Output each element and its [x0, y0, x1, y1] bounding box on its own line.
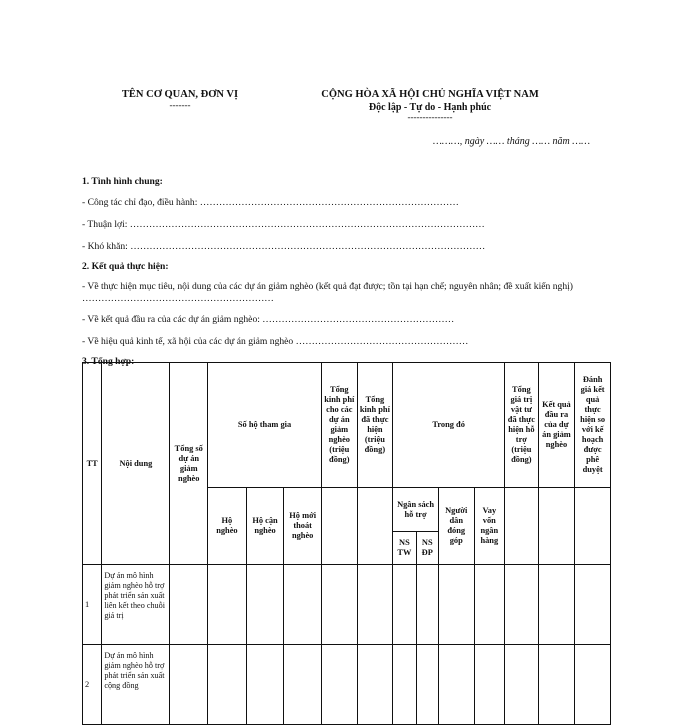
section-1-line-direction: - Công tác chỉ đạo, điều hành: ……………………………………………………………………… [82, 197, 459, 208]
header-blank-spent [357, 488, 393, 565]
table-cell [170, 645, 208, 725]
table-cell [393, 645, 416, 725]
table-cell [575, 565, 611, 645]
table-cell [357, 565, 393, 645]
table-cell [505, 565, 539, 645]
table-row [83, 645, 611, 725]
table-cell [246, 565, 284, 645]
header-total-projects: Tổng số dự án giảm nghèo [170, 363, 208, 565]
section-1-line-advantages: - Thuận lợi: ………………………………………………………………………………………………… [82, 219, 485, 230]
header-near-poor: Hộ cận nghèo [246, 488, 284, 565]
row-number: 2 [83, 645, 102, 725]
table-cell [246, 645, 284, 725]
table-cell [575, 645, 611, 725]
section-2-line-objectives: - Về thực hiện mục tiêu, nội dung của các dự án giảm nghèo (kết quả đạt được; tồn tại hạn chế; nguyên nhân; đề xuất kiến nghị) …………………………………………………… [82, 281, 573, 304]
table-cell [538, 565, 575, 645]
header-ns-dp: NS ĐP [416, 532, 438, 565]
section-2-line-outputs: - Về kết quả đầu ra của các dự án giảm nghèo: …………………………………………………… [82, 314, 455, 325]
header-bank-loan: Vay vốn ngân hàng [474, 488, 505, 565]
date-line: ………, ngày …… tháng …… năm …… [433, 136, 590, 147]
header-poor: Hộ nghèo [208, 488, 247, 565]
header-budget-support: Ngân sách hỗ trợ [393, 488, 439, 532]
section-2-title: 2. Kết quả thực hiện: [82, 261, 169, 272]
motto-divider: --------------- [407, 112, 453, 122]
table-cell [505, 645, 539, 725]
header-total-funding: Tổng kinh phí cho các dự án giảm nghèo (triệu đồng) [322, 363, 358, 488]
row-number: 1 [83, 565, 102, 645]
header-content: Nội dung [102, 363, 170, 565]
national-motto: Độc lập - Tự do - Hạnh phúc [368, 102, 492, 113]
row-content: Dự án mô hình giảm nghèo hỗ trợ phát triển sản xuất liên kết theo chuỗi giá trị [102, 565, 170, 645]
header-evaluation: Đánh giá kết quả thực hiện so với kế hoạch được phê duyệt [575, 363, 611, 488]
summary-table [82, 362, 611, 725]
header-blank-outputs [538, 488, 575, 565]
table-cell [284, 645, 322, 725]
table-cell [416, 645, 438, 725]
table-cell [474, 645, 505, 725]
table-cell [322, 645, 358, 725]
table-cell [416, 565, 438, 645]
section-2-line-efficiency: - Về hiệu quả kinh tế, xã hội của các dự án giảm nghèo ……………………………………………… [82, 336, 469, 347]
header-ns-tw: NS TW [393, 532, 416, 565]
section-3-title: 3. Tổng hợp: [82, 356, 135, 367]
header-households: Số hộ tham gia [208, 363, 322, 488]
table-cell [170, 565, 208, 645]
header-blank-material [505, 488, 539, 565]
row-content: Dự án mô hình giảm nghèo hỗ trợ phát triển sản xuất cộng đồng [102, 645, 170, 725]
header-material-value: Tổng giá trị vật tư đã thực hiện hỗ trợ (triệu đồng) [505, 363, 539, 488]
national-header [300, 89, 560, 122]
header-escaped-poverty: Hộ mới thoát nghèo [284, 488, 322, 565]
country-name: CỘNG HÒA XÃ HỘI CHỦ NGHĨA VIỆT NAM [321, 89, 539, 100]
agency-name: TÊN CƠ QUAN, ĐƠN VỊ [121, 89, 239, 100]
table-cell [284, 565, 322, 645]
report-body [82, 176, 612, 368]
table-cell [208, 645, 247, 725]
header-contribution: Người dân đóng góp [438, 488, 474, 565]
table-cell [474, 565, 505, 645]
table-cell [393, 565, 416, 645]
table-cell [438, 645, 474, 725]
header-blank-eval [575, 488, 611, 565]
table-cell [208, 565, 247, 645]
table-header-row-1 [83, 363, 611, 488]
header-outputs: Kết quả đầu ra của dự án giảm nghèo [538, 363, 575, 488]
table-row [83, 565, 611, 645]
table-cell [538, 645, 575, 725]
header-funding-spent: Tổng kinh phí đã thực hiện (triệu đồng) [357, 363, 393, 488]
section-1-line-difficulties: - Khó khăn: ………………………………………………………………………………………………… [82, 241, 486, 252]
table-cell [438, 565, 474, 645]
agency-divider: ------- [169, 100, 191, 110]
header-tt: TT [83, 363, 102, 565]
header-blank-funding [322, 488, 358, 565]
section-1-title: 1. Tình hình chung: [82, 176, 163, 187]
agency-header [100, 89, 260, 110]
table-cell [322, 565, 358, 645]
table-cell [357, 645, 393, 725]
header-of-which: Trong đó [393, 363, 505, 488]
